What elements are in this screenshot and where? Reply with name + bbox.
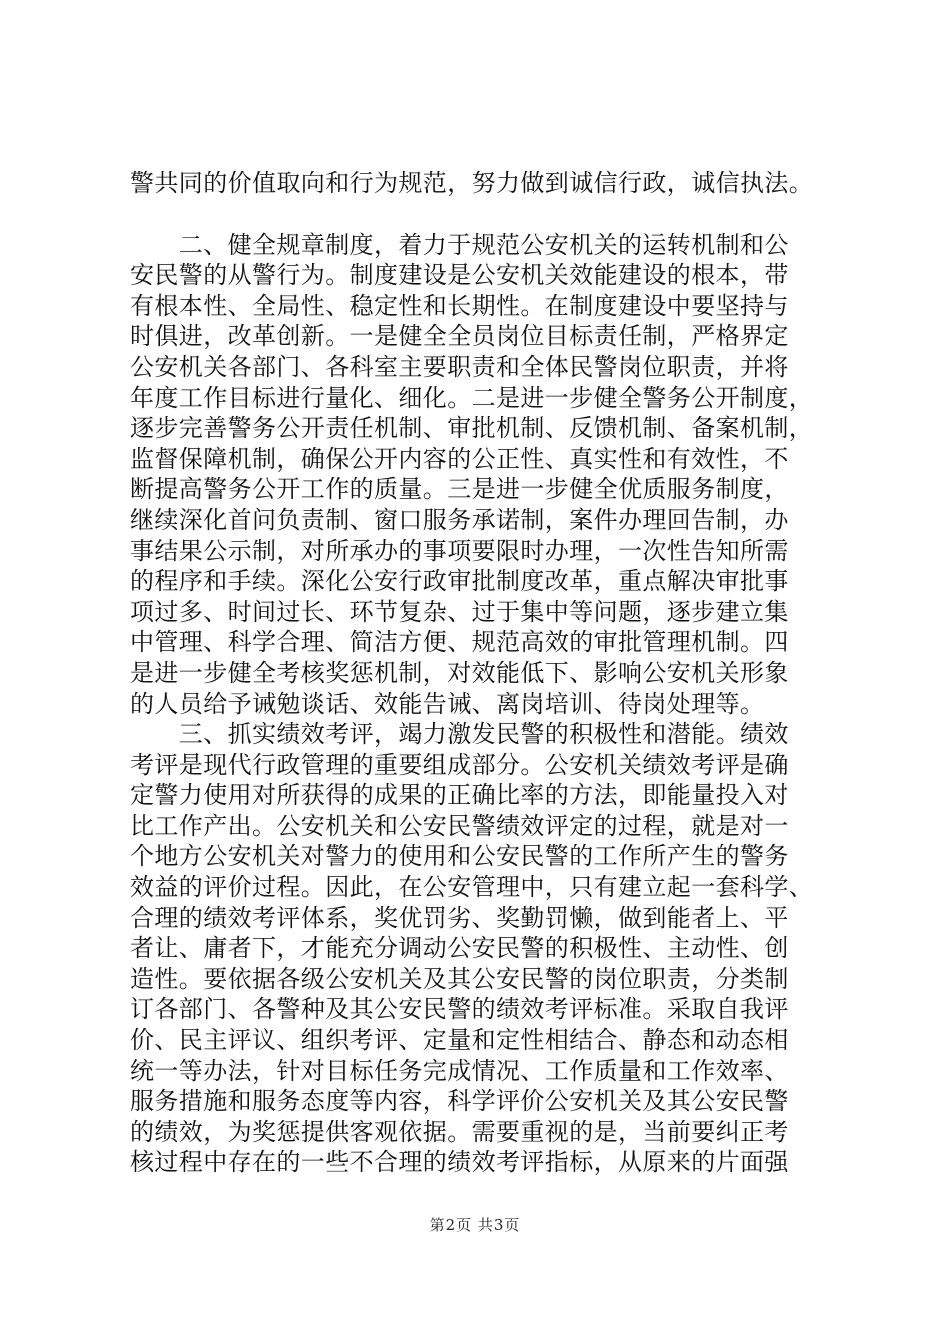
- text-line: 合理的绩效考评体系，奖优罚劣、奖勤罚懒，做到能者上、平: [130, 903, 789, 932]
- text-line: 断提高警务公开工作的质量。三是进一步健全优质服务制度，: [130, 475, 789, 504]
- text-line: 的人员给予诫勉谈话、效能告诫、离岗培训、待岗处理等。: [130, 689, 765, 718]
- text-line: 警共同的价值取向和行为规范，努力做到诚信行政，诚信执法。: [130, 169, 814, 197]
- text-line: 统一等办法，针对目标任务完成情况、工作质量和工作效率、: [130, 1056, 789, 1085]
- text-line: 定警力使用对所获得的成果的正确比率的方法，即能量投入对: [130, 781, 789, 810]
- page-footer: 第2页 共3页: [429, 1216, 521, 1234]
- text-line: 造性。要依据各级公安机关及其公安民警的岗位职责，分类制: [130, 964, 789, 993]
- text-line: 的程序和手续。深化公安行政审批制度改革，重点解决审批事: [130, 567, 789, 596]
- text-line: 继续深化首问负责制、窗口服务承诺制，案件办理回告制，办: [130, 505, 789, 534]
- text-line: 个地方公安机关对警力的使用和公安民警的工作所产生的警务: [130, 842, 789, 871]
- text-line: 的绩效，为奖惩提供客观依据。需要重视的是，当前要纠正考: [130, 1117, 789, 1146]
- text-line: 有根本性、全局性、稳定性和长期性。在制度建设中要坚持与: [130, 291, 789, 320]
- text-line: 二、健全规章制度，着力于规范公安机关的运转机制和公: [130, 230, 789, 259]
- text-line: 事结果公示制，对所承办的事项要限时办理，一次性告知所需: [130, 536, 789, 565]
- text-line: 三、抓实绩效考评，竭力激发民警的积极性和潜能。绩效: [130, 720, 789, 749]
- text-line: 订各部门、各警种及其公安民警的绩效考评标准。采取自我评: [130, 995, 789, 1024]
- text-line: 比工作产出。公安机关和公安民警绩效评定的过程，就是对一: [130, 811, 789, 840]
- text-line: 年度工作目标进行量化、细化。二是进一步健全警务公开制度，: [130, 383, 814, 412]
- text-line: 公安机关各部门、各科室主要职责和全体民警岗位职责，并将: [130, 352, 789, 381]
- body-text: [130, 168, 850, 1178]
- text-line: 价、民主评议、组织考评、定量和定性相结合、静态和动态相: [130, 1026, 789, 1055]
- text-line: 是进一步健全考核奖惩机制，对效能低下、影响公安机关形象: [130, 658, 789, 687]
- text-line: 中管理、科学合理、简洁方便、规范高效的审批管理机制。四: [130, 628, 789, 657]
- text-line: 者让、庸者下，才能充分调动公安民警的积极性、主动性、创: [130, 934, 789, 963]
- text-line: 监督保障机制，确保公开内容的公正性、真实性和有效性，不: [130, 444, 789, 473]
- text-line: 考评是现代行政管理的重要组成部分。公安机关绩效考评是确: [130, 750, 789, 779]
- text-line: 逐步完善警务公开责任机制、审批机制、反馈机制、备案机制，: [130, 414, 814, 443]
- paragraph-gap: [130, 199, 850, 230]
- text-line: 项过多、时间过长、环节复杂、过于集中等问题，逐步建立集: [130, 597, 789, 626]
- text-line: 时俱进，改革创新。一是健全全员岗位目标责任制，严格界定: [130, 322, 789, 351]
- text-line: 核过程中存在的一些不合理的绩效考评指标，从原来的片面强: [130, 1148, 789, 1177]
- text-line: 服务措施和服务态度等内容，科学评价公安机关及其公安民警: [130, 1087, 789, 1116]
- text-line: 效益的评价过程。因此，在公安管理中，只有建立起一套科学、: [130, 873, 814, 902]
- text-line: 安民警的从警行为。制度建设是公安机关效能建设的根本，带: [130, 261, 789, 290]
